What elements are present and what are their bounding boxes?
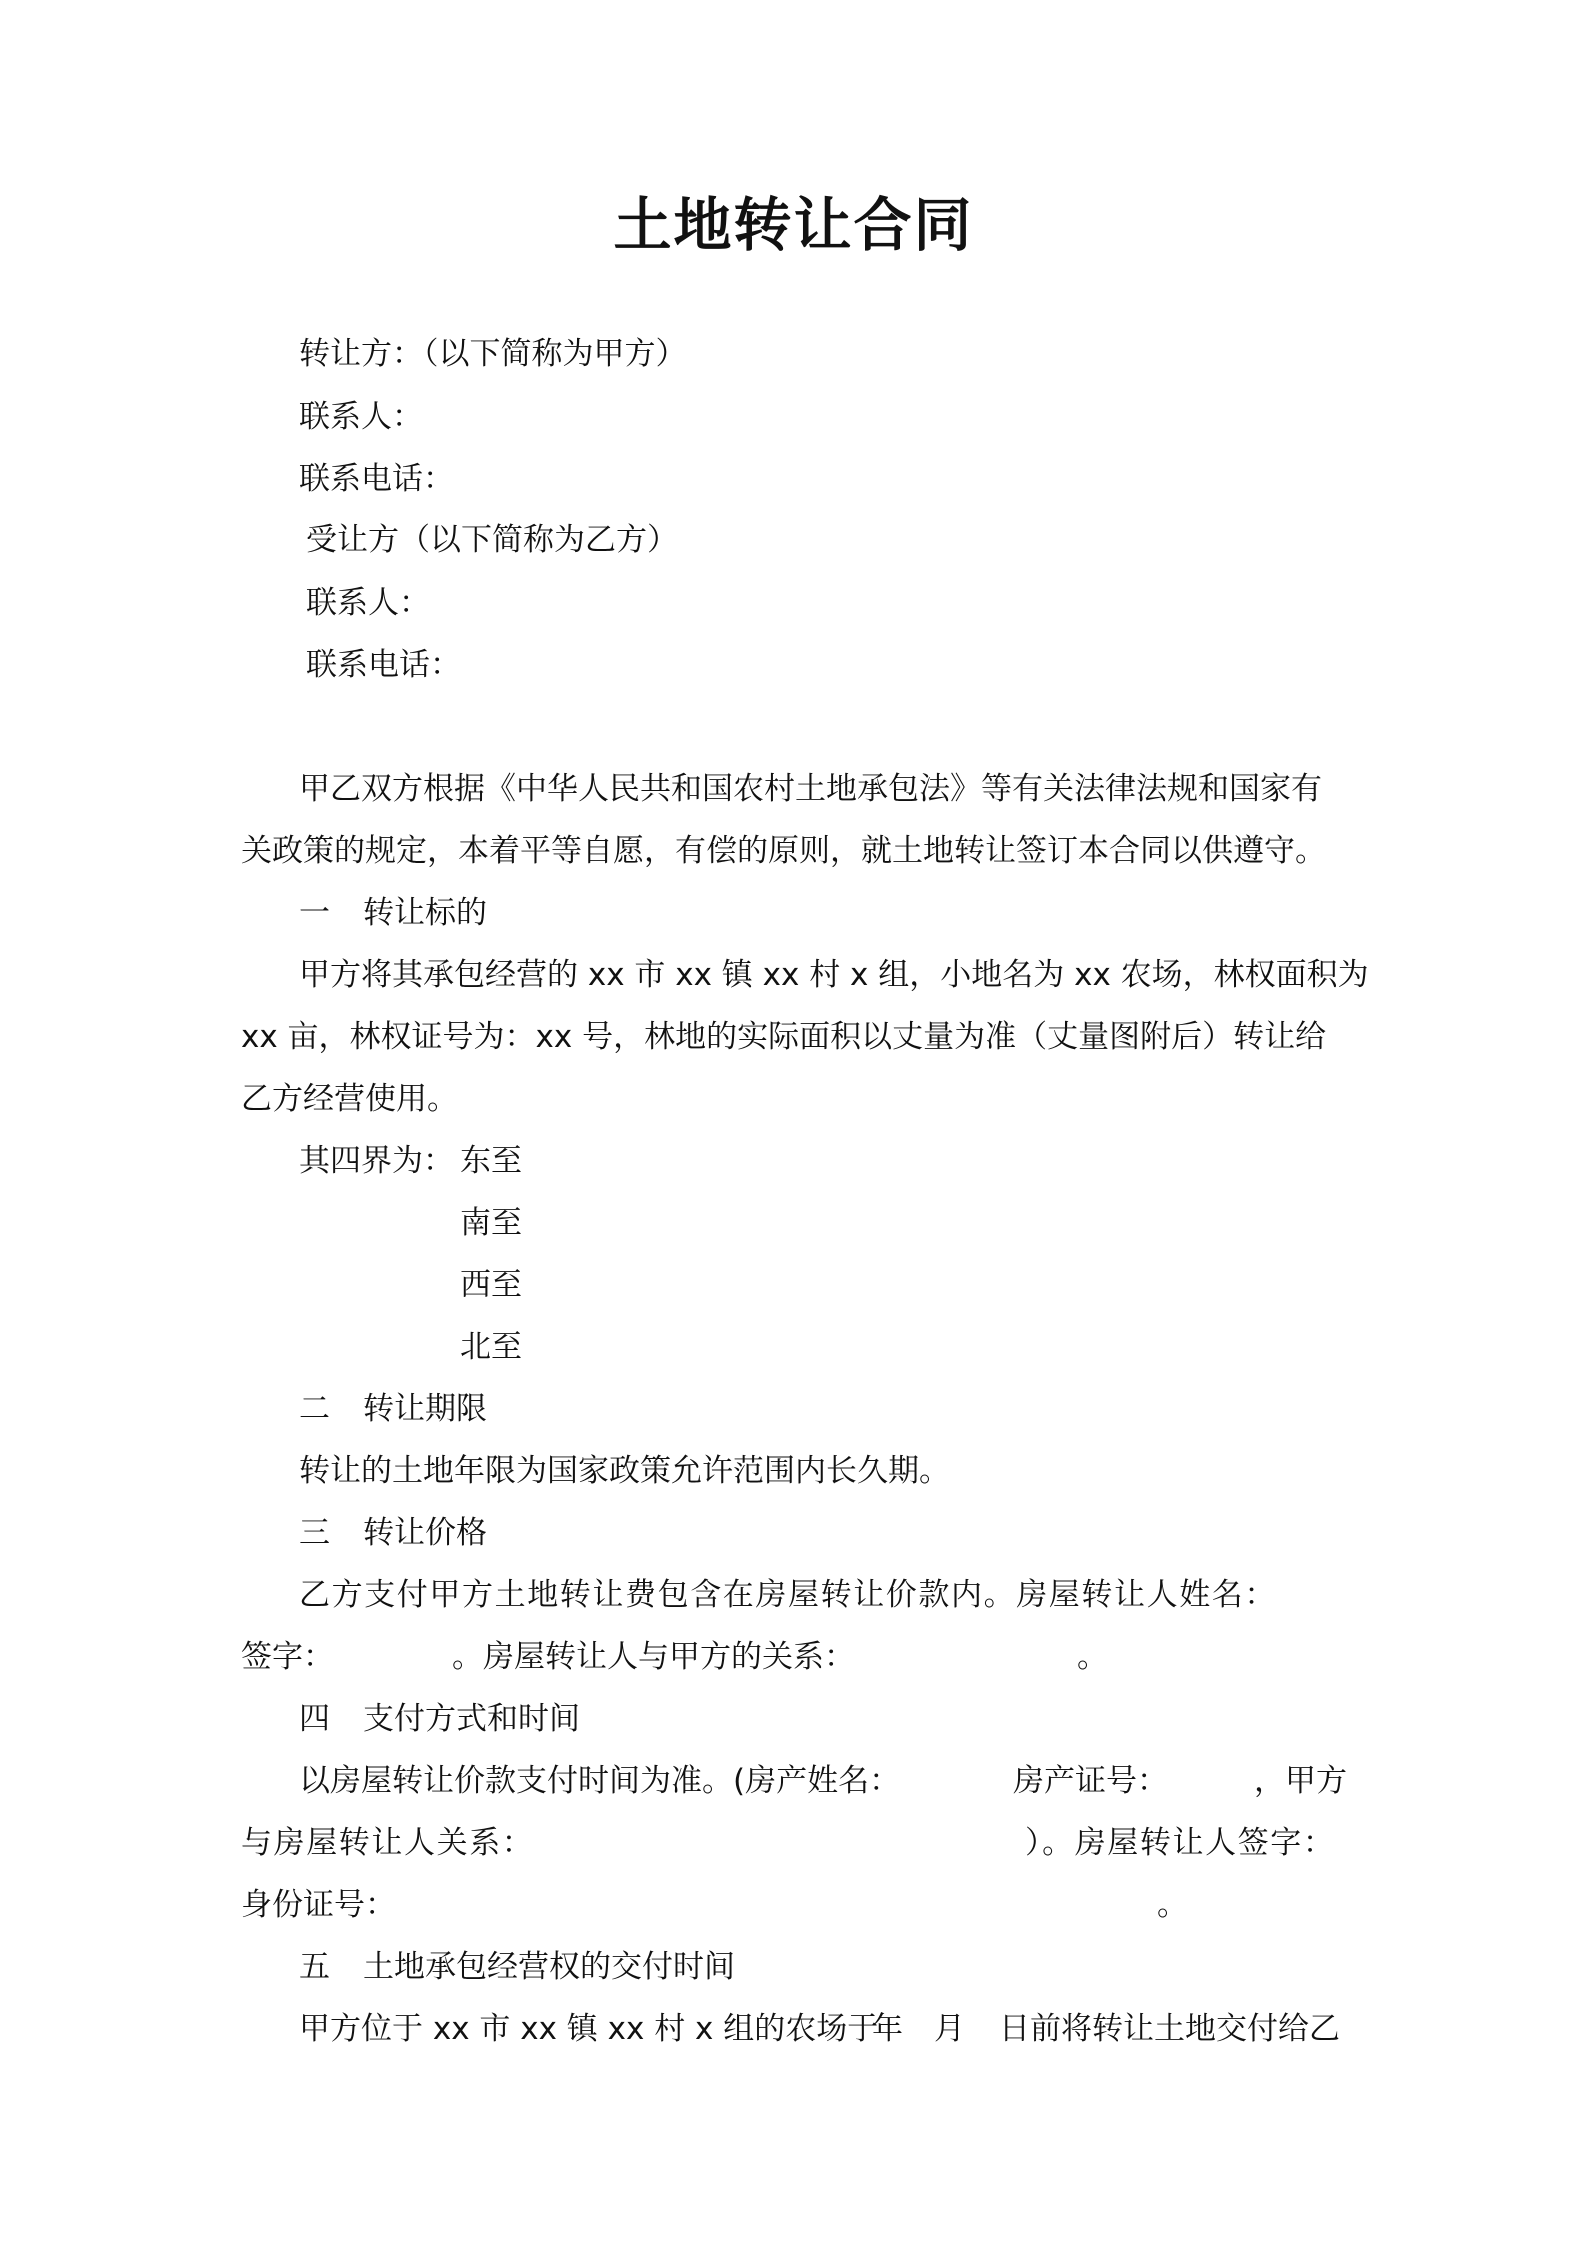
section-3-heading: 转让价格 bbox=[363, 1515, 487, 1551]
section-5-heading: 土地承包经营权的交付时间 bbox=[363, 1949, 735, 1985]
section-5-month-label: 月 bbox=[934, 2011, 965, 2047]
boundary-west: 西至 bbox=[460, 1267, 522, 1303]
section-5-line-start: 甲方位于 xx 市 xx 镇 xx 村 x 组的农场于 bbox=[299, 2011, 879, 2047]
intro-line-1: 甲乙双方根据《中华人民共和国农村土地承包法》等有关法律法规和国家有 bbox=[299, 771, 1322, 807]
section-2-number: 二 bbox=[299, 1391, 330, 1427]
section-4-heading: 支付方式和时间 bbox=[363, 1701, 580, 1737]
transferee-phone: 联系电话： bbox=[306, 647, 461, 683]
section-1-line-1: 甲方将其承包经营的 xx 市 xx 镇 xx 村 x 组，小地名为 xx 农场，林权面积为 bbox=[299, 957, 1369, 993]
transferee-label: 受让方（以下简称为乙方） bbox=[306, 522, 678, 558]
section-4-end-mark: 。 bbox=[1157, 1887, 1188, 1923]
section-5-day-label: 日前将转让土地交付给乙 bbox=[999, 2011, 1340, 2047]
transferee-contact: 联系人： bbox=[306, 585, 430, 621]
section-1-heading: 转让标的 bbox=[363, 895, 487, 931]
document-title: 土地转让合同 bbox=[613, 191, 974, 259]
boundary-north: 北至 bbox=[460, 1329, 522, 1365]
section-1-line-3: 乙方经营使用。 bbox=[241, 1081, 458, 1117]
section-2-heading: 转让期限 bbox=[363, 1391, 487, 1427]
section-3-number: 三 bbox=[299, 1515, 330, 1551]
section-4-payment-label: 以房屋转让价款支付时间为准。(房产姓名： bbox=[299, 1763, 901, 1799]
transferor-phone: 联系电话： bbox=[299, 461, 454, 497]
section-3-end-mark: 。 bbox=[1077, 1639, 1108, 1675]
section-4-certificate-label: 房产证号： bbox=[1013, 1763, 1168, 1799]
boundary-south: 南至 bbox=[460, 1205, 522, 1241]
transferor-label: 转让方：（以下简称为甲方） bbox=[299, 336, 687, 372]
section-3-line-1: 乙方支付甲方土地转让费包含在房屋转让价款内。房屋转让人姓名： bbox=[299, 1577, 1277, 1613]
section-4-id-label: 身份证号： bbox=[241, 1887, 396, 1923]
section-3-relation-label: 。房屋转让人与甲方的关系： bbox=[452, 1639, 855, 1675]
section-4-signature-label: ）。房屋转让人签字： bbox=[1025, 1825, 1336, 1861]
boundary-label: 其四界为： bbox=[299, 1143, 454, 1179]
section-1-line-2: xx 亩，林权证号为：xx 号，林地的实际面积以丈量为准（丈量图附后）转让给 bbox=[241, 1019, 1327, 1055]
section-3-signature-label: 签字： bbox=[241, 1639, 334, 1675]
section-1-number: 一 bbox=[299, 895, 330, 931]
section-4-relation-label: 与房屋转让人关系： bbox=[241, 1825, 535, 1861]
section-4-party-a-label: ，甲方 bbox=[1254, 1763, 1347, 1799]
section-4-number: 四 bbox=[299, 1701, 330, 1737]
section-5-number: 五 bbox=[299, 1949, 330, 1985]
section-2-line: 转让的土地年限为国家政策允许范围内长久期。 bbox=[299, 1453, 950, 1489]
transferor-contact: 联系人： bbox=[299, 399, 423, 435]
intro-line-2: 关政策的规定，本着平等自愿，有偿的原则，就土地转让签订本合同以供遵守。 bbox=[241, 833, 1326, 869]
section-5-year-label: 年 bbox=[872, 2011, 903, 2047]
boundary-east: 东至 bbox=[460, 1143, 522, 1179]
